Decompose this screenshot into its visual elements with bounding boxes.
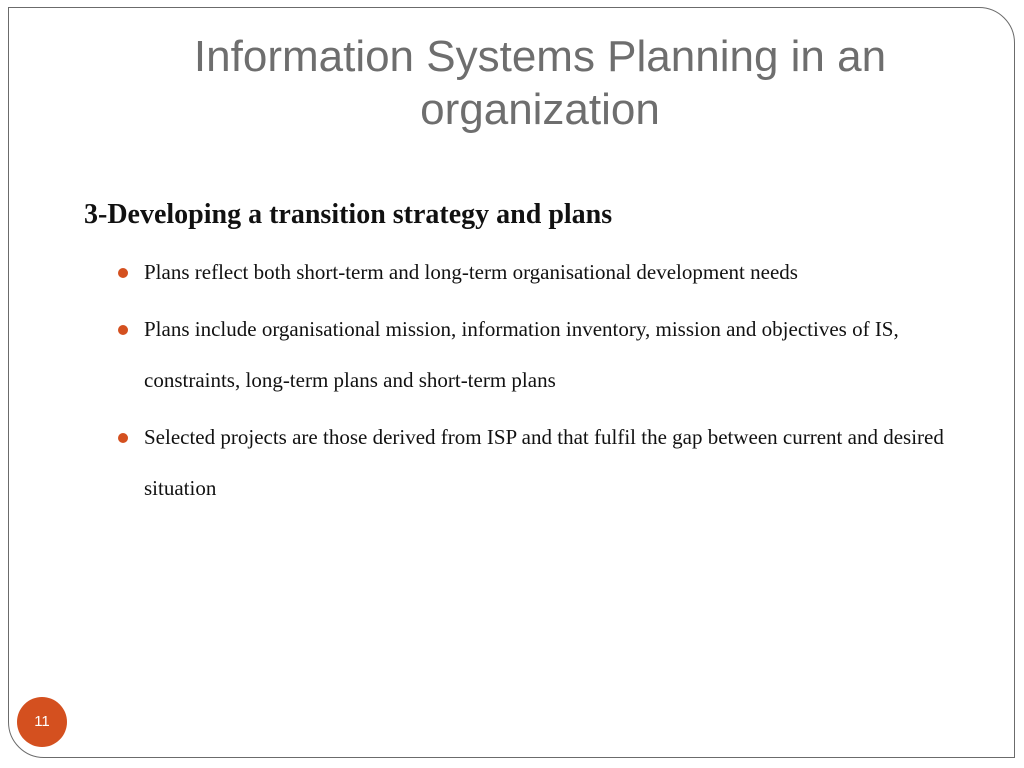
bullet-text: Selected projects are those derived from ISP and that fulfil the gap between current and desired situation xyxy=(144,425,944,500)
bullet-list xyxy=(84,247,944,514)
page-number-badge: 11 xyxy=(17,697,67,747)
slide-body xyxy=(84,195,944,520)
bullet-dot-icon xyxy=(118,325,128,335)
bullet-item xyxy=(144,247,944,298)
bullet-text: Plans reflect both short-term and long-term organisational development needs xyxy=(144,260,798,284)
bullet-text: Plans include organisational mission, information inventory, mission and objectives of IS, constraints, long-term plans and short-term plans xyxy=(144,317,899,392)
slide-title: Information Systems Planning in an organization xyxy=(193,32,887,134)
bullet-item xyxy=(144,304,944,406)
section-heading: 3-Developing a transition strategy and plans xyxy=(84,199,613,230)
bullet-dot-icon xyxy=(118,268,128,278)
bullet-item xyxy=(144,412,944,514)
bullet-dot-icon xyxy=(118,433,128,443)
